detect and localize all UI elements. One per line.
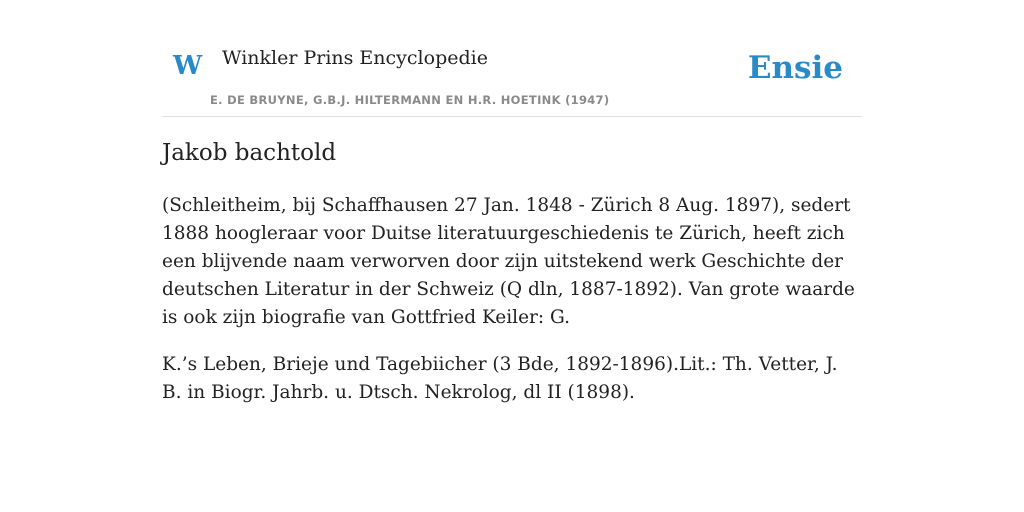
page-content	[162, 0, 862, 403]
article-paragraph: (Schleitheim, bij Schaffhausen 27 Jan. 1848 - Zürich 8 Aug. 1897), sedert 1888 hoogleraar voor Duitse literatuurgeschiedenis te Zürich, heeft zich een blijvende naam verworven door zijn uitstekend werk Geschichte der deutschen Literatur in der Schweiz (Q dln, 1887-1892). Van grote waarde is ook zijn biografie van Gottfried Keiler: G.	[162, 195, 855, 328]
source-authors: E. DE BRUYNE, G.B.J. HILTERMANN EN H.R. HOETINK (1947)	[210, 93, 610, 107]
source-title[interactable]: Winkler Prins Encyclopedie	[222, 47, 488, 69]
article-paragraph: K.’s Leben, Brieje und Tagebiicher (3 Bde, 1892-1896).Lit.: Th. Vetter, J. B. in Biogr. Jahrb. u. Dtsch. Nekrolog, dl II (1898).	[162, 354, 838, 403]
source-header	[162, 0, 862, 117]
article-title: Jakob bachtold	[162, 140, 337, 166]
ensie-logo[interactable]: Ensie	[747, 50, 843, 86]
source-logo-icon[interactable]: W	[173, 51, 203, 81]
